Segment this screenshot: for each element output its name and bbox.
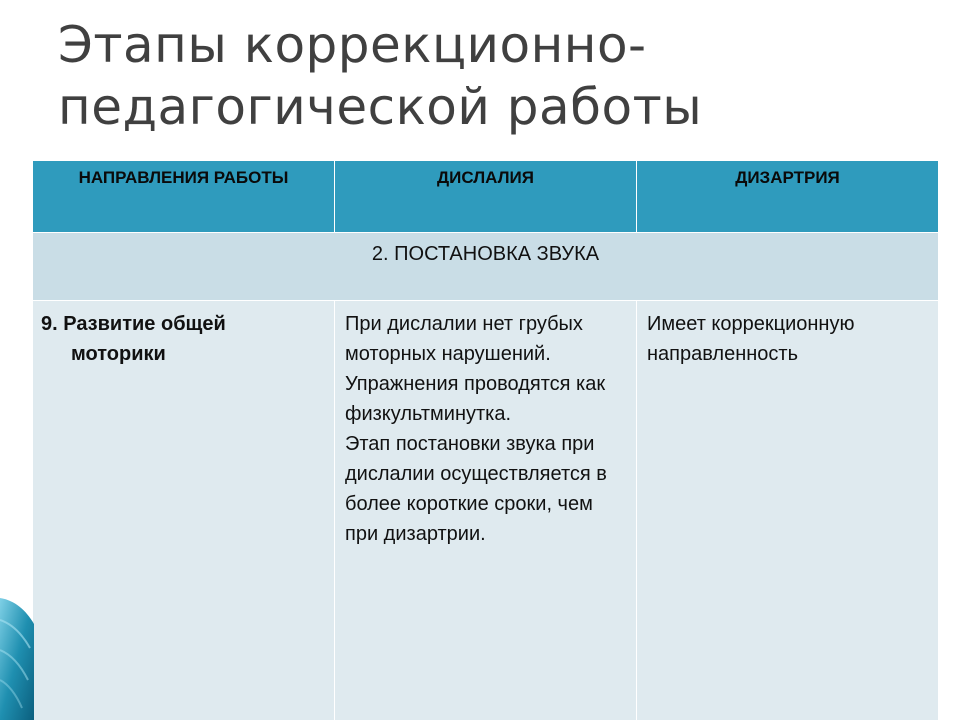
header-dyslalia: ДИСЛАЛИЯ xyxy=(335,161,637,233)
direction-line-1: 9. Развитие общей xyxy=(41,313,226,335)
stage-label: 2. ПОСТАНОВКА ЗВУКА xyxy=(33,233,939,301)
slide-title xyxy=(58,14,918,138)
slide-title-line-1: Этапы коррекционно- xyxy=(58,16,647,74)
stages-table xyxy=(32,160,939,721)
cell-dyslalia xyxy=(335,301,637,721)
header-dysarthria: ДИЗАРТРИЯ xyxy=(637,161,939,233)
dyslalia-paragraph-2: Этап постановки звука при дислалии осуществляется в более короткие сроки, чем при дизартрии. xyxy=(345,433,607,545)
corner-decoration xyxy=(0,590,34,720)
dyslalia-paragraph-1: При дислалии нет грубых моторных нарушений. Упражнения проводятся как физкультминутка. xyxy=(345,313,606,425)
table-row xyxy=(33,301,939,721)
stage-row xyxy=(33,233,939,301)
table-header-row xyxy=(33,161,939,233)
header-directions: НАПРАВЛЕНИЯ РАБОТЫ xyxy=(33,161,335,233)
slide-title-line-2: педагогической работы xyxy=(58,78,703,136)
cell-dysarthria: Имеет коррекционную направленность xyxy=(637,301,939,721)
cell-direction xyxy=(33,301,335,721)
direction-line-2: моторики xyxy=(71,343,166,365)
